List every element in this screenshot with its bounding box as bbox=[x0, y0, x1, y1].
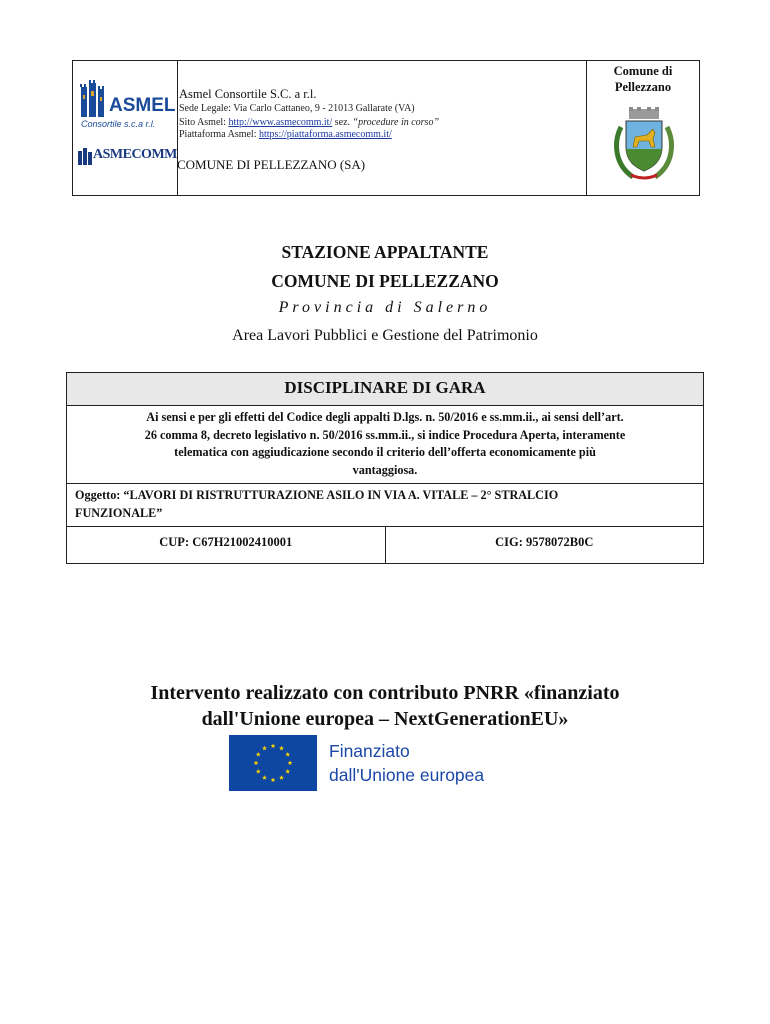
municipal-crest-icon bbox=[611, 107, 677, 183]
logo-column bbox=[73, 61, 178, 195]
comune-label bbox=[587, 63, 699, 95]
cup-code: CUP: C67H21002410001 bbox=[67, 527, 386, 563]
disciplinare-body-line4: vantaggiosa. bbox=[352, 462, 418, 477]
codes-row bbox=[67, 527, 703, 563]
oggetto-line1: Oggetto: “LAVORI DI RISTRUTTURAZIONE ASILO IN VIA A. VITALE – 2° STRALCIO bbox=[75, 488, 559, 502]
site-prefix: Sito Asmel: bbox=[179, 117, 229, 128]
disciplinare-body bbox=[67, 406, 703, 484]
oggetto-line2: FUNZIONALE” bbox=[75, 505, 163, 520]
provincia-title: Provincia di Salerno bbox=[278, 299, 492, 316]
cig-code: CIG: 9578072B0C bbox=[495, 535, 594, 549]
eu-text-line1: Finanziato bbox=[329, 741, 410, 761]
site-suffix: sez. bbox=[332, 117, 353, 128]
pnrr-line2: dall'Unione europea – NextGenerationEU» bbox=[201, 708, 569, 730]
letterhead-box bbox=[72, 60, 700, 196]
comune-label-line2: Pellezzano bbox=[614, 80, 672, 94]
company-name: Asmel Consortile S.C. a r.l. bbox=[179, 87, 317, 101]
asmel-logo bbox=[79, 79, 177, 135]
disciplinare-body-line1: Ai sensi e per gli effetti del Codice degli appalti D.lgs. n. 50/2016 e ss.mm.ii., ai sensi dell’art. bbox=[146, 410, 624, 424]
eu-flag-icon bbox=[229, 735, 317, 791]
site-line bbox=[179, 117, 439, 128]
stazione-appaltante-title: STAZIONE APPALTANTE bbox=[281, 242, 489, 262]
asmecomm-logo bbox=[77, 145, 177, 167]
eu-text-line2: dall'Unione europea bbox=[329, 765, 485, 785]
legal-seat: Sede Legale: Via Carlo Cattaneo, 9 - 21013 Gallarate (VA) bbox=[179, 103, 415, 114]
asmel-logo-text: ASMEL bbox=[109, 95, 176, 116]
asmel-logo-subtitle: Consortile s.c.a r.l. bbox=[81, 119, 156, 129]
comune-label-line1: Comune di bbox=[613, 64, 673, 78]
area-title: Area Lavori Pubblici e Gestione del Patrimonio bbox=[232, 327, 538, 344]
disciplinare-body-line2: 26 comma 8, decreto legislativo n. 50/2016 ss.mm.ii., si indice Procedura Aperta, interamente bbox=[144, 427, 626, 442]
eu-funding-text bbox=[329, 739, 484, 787]
platform-prefix: Piattaforma Asmel: bbox=[179, 129, 259, 140]
disciplinare-table bbox=[66, 372, 704, 564]
castle-icon bbox=[79, 79, 113, 119]
disciplinare-body-line3: telematica con aggiudicazione secondo il criterio dell’offerta economicamente più bbox=[174, 445, 596, 459]
pnrr-line1: Intervento realizzato con contributo PNRR «finanziato bbox=[150, 682, 620, 704]
comune-title: COMUNE DI PELLEZZANO bbox=[271, 271, 499, 291]
asmecomm-mark-icon bbox=[77, 147, 93, 165]
comune-column bbox=[586, 61, 700, 195]
asmecomm-logo-text: ASMECOMM bbox=[93, 147, 177, 162]
pnrr-statement bbox=[0, 680, 770, 732]
site-link[interactable]: http://www.asmecomm.it/ bbox=[228, 117, 333, 128]
comune-line: COMUNE DI PELLEZZANO (SA) bbox=[177, 157, 366, 172]
oggetto-cell bbox=[67, 484, 703, 527]
platform-line bbox=[179, 129, 392, 140]
disciplinare-heading: DISCIPLINARE DI GARA bbox=[67, 373, 703, 406]
platform-link[interactable]: https://piattaforma.asmecomm.it/ bbox=[259, 129, 392, 140]
site-section: “procedure in corso” bbox=[352, 117, 440, 128]
eu-funding-logo bbox=[229, 735, 529, 791]
